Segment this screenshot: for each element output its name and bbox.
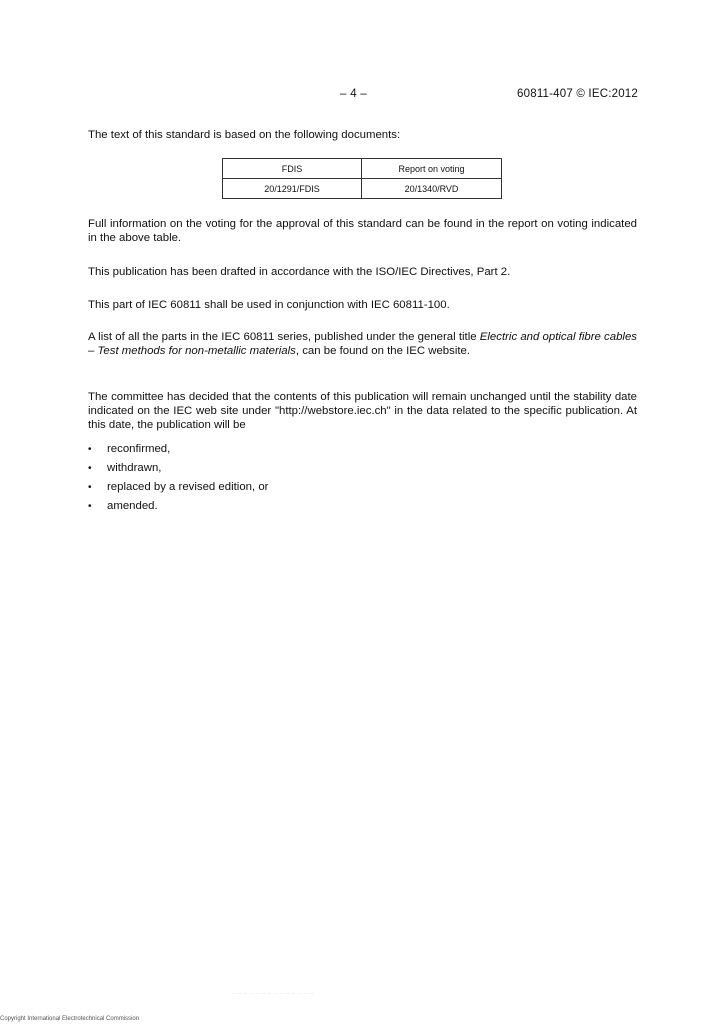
list-item [88, 478, 268, 497]
directives-paragraph: This publication has been drafted in accordance with the ISO/IEC Directives, Part 2. [88, 266, 511, 278]
document-id: 60811-407 © IEC:2012 [517, 88, 638, 100]
voting-info-paragraph: Full information on the voting for the approval of this standard can be found in the report on voting indicated in the above table. [88, 218, 637, 244]
stability-paragraph: The committee has decided that the contents of this publication will remain unchanged until the stability date indicated on the IEC web site under "http://webstore.iec.ch" in the data related to the specific publication. At this date, the publication will be [88, 391, 637, 431]
copyright-footer: Copyright International Electrotechnical Commission [0, 1016, 140, 1022]
list-item [88, 459, 268, 478]
list-item-text: reconfirmed, [107, 443, 171, 455]
table-header-fdis: FDIS [223, 159, 362, 179]
list-item [88, 497, 268, 516]
series-text-before: A list of all the parts in the IEC 60811 series, published under the general title [88, 331, 480, 343]
intro-paragraph: The text of this standard is based on the following documents: [88, 129, 401, 141]
list-item-text: replaced by a revised edition, or [107, 481, 269, 493]
page-number: – 4 – [340, 88, 368, 100]
list-item [88, 440, 268, 459]
series-list-paragraph [88, 330, 637, 358]
watermark: – – – – – – – – – – – – – – [232, 991, 314, 997]
table-cell-fdis-number: 20/1291/FDIS [223, 179, 362, 199]
outcome-list [88, 440, 268, 516]
list-item-text: withdrawn, [107, 462, 162, 474]
table-header-row [223, 159, 502, 179]
voting-documents-table [222, 158, 502, 199]
table-cell-rvd-number: 20/1340/RVD [362, 179, 502, 199]
list-item-text: amended. [107, 500, 158, 512]
bullet-icon: • [88, 501, 92, 512]
bullet-icon: • [88, 444, 92, 455]
table-row [223, 179, 502, 199]
table-header-report-on-voting: Report on voting [362, 159, 502, 179]
series-text-after: , can be found on the IEC website. [295, 345, 471, 357]
bullet-icon: • [88, 482, 92, 493]
series-general-title: Electric and optical fibre cables – Test methods for non-metallic materials [88, 331, 637, 357]
conjunction-paragraph: This part of IEC 60811 shall be used in conjunction with IEC 60811-100. [88, 299, 450, 311]
bullet-icon: • [88, 463, 92, 474]
